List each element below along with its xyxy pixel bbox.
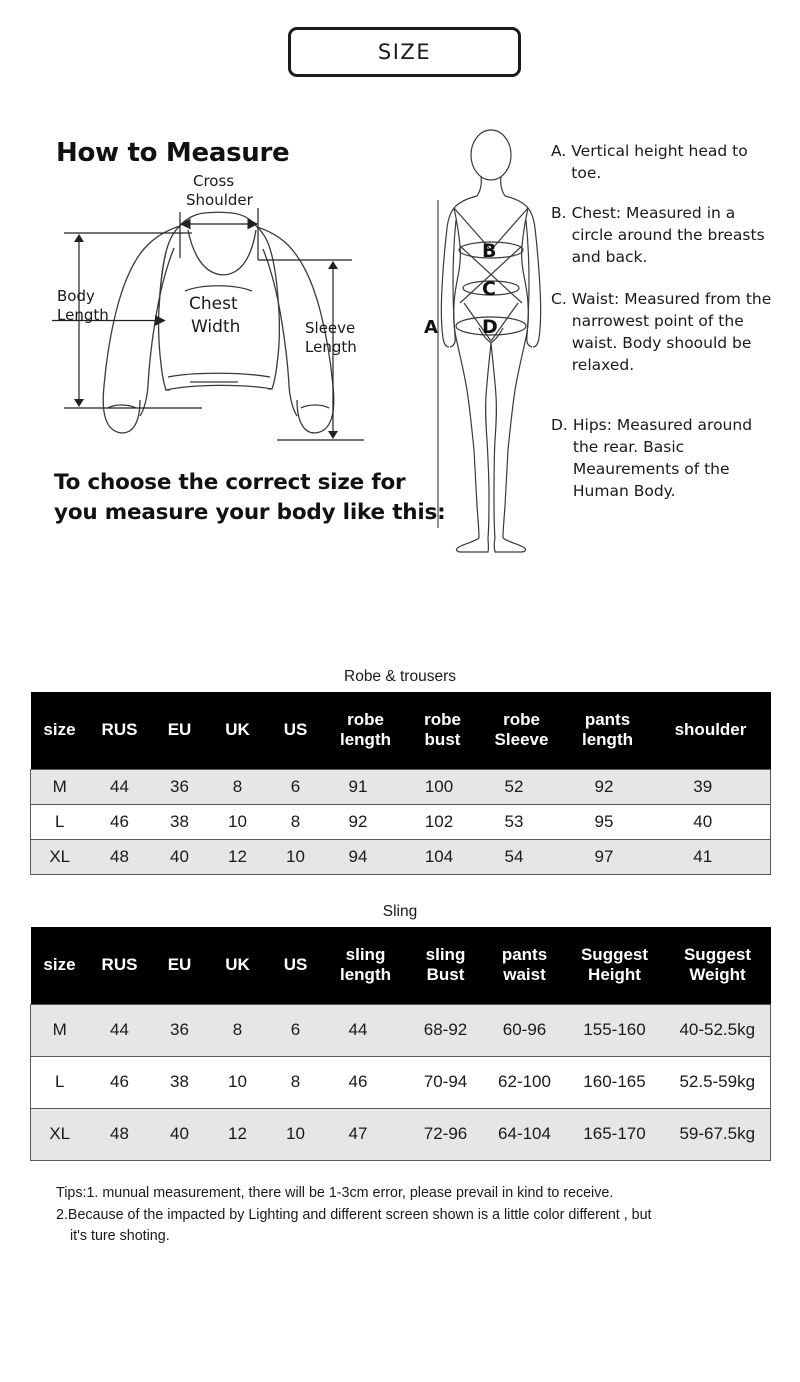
figure-marker-d: D	[482, 316, 498, 338]
robe-header-robe-sleeve-l1: robe	[503, 710, 540, 730]
robe-header-shoulder-l1: shoulder	[674, 720, 747, 740]
sling-header-eu	[151, 927, 209, 1004]
sling-cell-uk: 10	[209, 1056, 267, 1108]
sling-cell-uk: 12	[209, 1108, 267, 1160]
sling-header-suggest-height	[565, 927, 665, 1004]
robe-header-us-l1: US	[283, 720, 308, 740]
robe-size-table	[30, 692, 771, 875]
choose-size-instruction	[54, 468, 474, 527]
label-body-length-line1: Body	[57, 287, 95, 305]
sling-header-size	[31, 927, 89, 1004]
label-sleeve-length-line2: Length	[305, 338, 357, 356]
size-title-box	[288, 27, 521, 77]
robe-cell-shoulder: 39	[651, 769, 771, 804]
tips-line-3: it's ture shoting.	[70, 1228, 170, 1245]
table-row	[31, 1056, 771, 1108]
sling-size-table	[30, 927, 771, 1161]
description-letter-a: A.	[551, 142, 567, 160]
body-figure-svg	[424, 128, 559, 553]
robe-cell-robe-length: 94	[325, 839, 407, 874]
table-row	[31, 804, 771, 839]
robe-table-block	[30, 668, 770, 875]
sling-header-suggest-height-l2: Height	[588, 965, 641, 985]
robe-cell-uk: 12	[209, 839, 267, 874]
sling-cell-suggest-weight: 52.5-59kg	[665, 1056, 771, 1108]
description-letter-c: C.	[551, 290, 567, 308]
description-item-d	[551, 414, 779, 502]
description-text-d: Hips: Measured around the rear. Basic Meaurements of the Human Body.	[572, 416, 753, 500]
sling-cell-sling-length: 46	[325, 1056, 407, 1108]
sling-cell-sling-bust: 70-94	[407, 1056, 485, 1108]
sling-header-sling-bust-l2: Bust	[426, 965, 465, 985]
sling-header-rus	[89, 927, 151, 1004]
robe-cell-eu: 38	[151, 804, 209, 839]
sling-cell-rus: 46	[89, 1056, 151, 1108]
robe-header-uk-l1: UK	[225, 720, 250, 740]
robe-header-robe-bust	[407, 692, 479, 769]
sling-header-sling-length-l2: length	[340, 965, 391, 985]
sling-header-sling-length	[325, 927, 407, 1004]
robe-cell-shoulder: 41	[651, 839, 771, 874]
robe-cell-rus: 46	[89, 804, 151, 839]
robe-cell-pants-length: 95	[565, 804, 651, 839]
robe-cell-robe-bust: 102	[407, 804, 479, 839]
sling-cell-sling-length: 47	[325, 1108, 407, 1160]
sling-cell-size: M	[31, 1004, 89, 1056]
sling-cell-suggest-height: 155-160	[565, 1004, 665, 1056]
sling-cell-suggest-height: 165-170	[565, 1108, 665, 1160]
description-item-a	[551, 140, 779, 184]
robe-header-pants-length	[565, 692, 651, 769]
robe-header-robe-length-l2: length	[340, 730, 391, 750]
tips-section	[56, 1183, 772, 1248]
sling-cell-suggest-weight: 40-52.5kg	[665, 1004, 771, 1056]
label-cross-shoulder-line2: Shoulder	[186, 191, 253, 209]
robe-cell-robe-sleeve: 52	[479, 769, 565, 804]
robe-cell-size: L	[31, 804, 89, 839]
sling-cell-eu: 38	[151, 1056, 209, 1108]
robe-cell-eu: 36	[151, 769, 209, 804]
sling-header-rus-l1: RUS	[101, 955, 138, 975]
sling-header-suggest-weight-l1: Suggest	[683, 945, 752, 965]
robe-cell-robe-length: 91	[325, 769, 407, 804]
how-to-measure-heading: How to Measure	[56, 138, 290, 168]
sling-cell-us: 8	[267, 1056, 325, 1108]
table-row	[31, 839, 771, 874]
robe-header-us	[267, 692, 325, 769]
robe-cell-pants-length: 92	[565, 769, 651, 804]
sling-cell-size: L	[31, 1056, 89, 1108]
robe-header-pants-length-l1: pants	[584, 710, 631, 730]
robe-cell-us: 10	[267, 839, 325, 874]
sling-cell-us: 6	[267, 1004, 325, 1056]
robe-header-size-l1: size	[43, 720, 76, 740]
sling-header-sling-length-l1: sling	[345, 945, 386, 965]
table-row	[31, 1004, 771, 1056]
figure-marker-b: B	[482, 240, 497, 262]
sling-cell-rus: 48	[89, 1108, 151, 1160]
table-row	[31, 769, 771, 804]
robe-header-robe-bust-l1: robe	[424, 710, 461, 730]
sling-cell-sling-length: 44	[325, 1004, 407, 1056]
description-text-b: Chest: Measured in a circle around the breasts and back.	[571, 204, 765, 266]
sling-header-sling-bust	[407, 927, 485, 1004]
choose-size-line2: you measure your body like this:	[54, 499, 446, 525]
robe-header-eu	[151, 692, 209, 769]
sling-cell-eu: 36	[151, 1004, 209, 1056]
sling-cell-pants-waist: 64-104	[485, 1108, 565, 1160]
robe-header-robe-length	[325, 692, 407, 769]
sling-cell-rus: 44	[89, 1004, 151, 1056]
description-item-b	[551, 202, 779, 268]
description-text-a: Vertical height head to toe.	[571, 142, 748, 182]
description-letter-b: B.	[551, 204, 567, 222]
sling-header-pants-waist-l1: pants	[501, 945, 548, 965]
robe-cell-size: M	[31, 769, 89, 804]
robe-table-header-row	[31, 692, 771, 769]
sling-cell-sling-bust: 72-96	[407, 1108, 485, 1160]
sling-header-pants-waist-l2: waist	[503, 965, 546, 985]
figure-marker-a: A	[424, 317, 438, 338]
robe-cell-robe-sleeve: 53	[479, 804, 565, 839]
robe-header-rus	[89, 692, 151, 769]
robe-cell-eu: 40	[151, 839, 209, 874]
sling-header-uk-l1: UK	[225, 955, 250, 975]
body-measure-figure	[424, 128, 559, 553]
sling-header-suggest-weight-l2: Weight	[689, 965, 746, 985]
sling-table-block	[30, 903, 770, 1161]
robe-table-title: Robe & trousers	[344, 668, 456, 685]
sling-header-eu-l1: EU	[167, 955, 192, 975]
table-row	[31, 1108, 771, 1160]
sling-header-pants-waist	[485, 927, 565, 1004]
label-cross-shoulder-line1: Cross	[193, 172, 235, 190]
robe-header-size	[31, 692, 89, 769]
description-letter-d: D.	[551, 416, 568, 434]
size-title-label: SIZE	[377, 40, 432, 64]
garment-measure-diagram	[52, 168, 412, 468]
robe-cell-shoulder: 40	[651, 804, 771, 839]
robe-header-eu-l1: EU	[167, 720, 192, 740]
sling-header-size-l1: size	[43, 955, 76, 975]
measurement-descriptions	[551, 140, 779, 502]
robe-cell-pants-length: 97	[565, 839, 651, 874]
tips-line-1: Tips:1. munual measurement, there will be 1-3cm error, please prevail in kind to receive.	[56, 1185, 614, 1201]
robe-cell-robe-sleeve: 54	[479, 839, 565, 874]
robe-cell-us: 8	[267, 804, 325, 839]
robe-header-pants-length-l2: length	[582, 730, 633, 750]
sling-header-uk	[209, 927, 267, 1004]
garment-diagram-svg	[52, 168, 412, 468]
sling-cell-uk: 8	[209, 1004, 267, 1056]
robe-header-robe-sleeve	[479, 692, 565, 769]
tips-line-2: 2.Because of the impacted by Lighting and different screen shown is a little color different , but	[56, 1206, 652, 1223]
robe-cell-rus: 44	[89, 769, 151, 804]
robe-cell-uk: 10	[209, 804, 267, 839]
robe-cell-size: XL	[31, 839, 89, 874]
robe-cell-us: 6	[267, 769, 325, 804]
robe-cell-robe-length: 92	[325, 804, 407, 839]
label-sleeve-length-line1: Sleeve	[305, 319, 356, 337]
description-item-c	[551, 288, 779, 376]
robe-cell-uk: 8	[209, 769, 267, 804]
sling-header-us	[267, 927, 325, 1004]
sling-cell-pants-waist: 62-100	[485, 1056, 565, 1108]
sling-header-suggest-height-l1: Suggest	[580, 945, 649, 965]
description-text-c: Waist: Measured from the narrowest point of the waist. Body shoould be relaxed.	[571, 290, 772, 374]
robe-header-rus-l1: RUS	[101, 720, 138, 740]
sling-cell-sling-bust: 68-92	[407, 1004, 485, 1056]
robe-header-robe-sleeve-l2: Sleeve	[494, 730, 549, 750]
sling-header-sling-bust-l1: sling	[425, 945, 466, 965]
robe-header-robe-length-l1: robe	[347, 710, 384, 730]
label-body-length-line2: Length	[57, 306, 109, 324]
sling-cell-eu: 40	[151, 1108, 209, 1160]
choose-size-line1: To choose the correct size for	[54, 470, 406, 495]
robe-header-robe-bust-l2: bust	[424, 730, 461, 750]
sling-header-suggest-weight	[665, 927, 771, 1004]
robe-cell-robe-bust: 100	[407, 769, 479, 804]
sling-cell-pants-waist: 60-96	[485, 1004, 565, 1056]
figure-marker-c: C	[482, 278, 496, 300]
sling-cell-size: XL	[31, 1108, 89, 1160]
sling-cell-suggest-weight: 59-67.5kg	[665, 1108, 771, 1160]
sling-cell-suggest-height: 160-165	[565, 1056, 665, 1108]
label-chest-width-line2: Width	[191, 317, 241, 337]
sling-header-us-l1: US	[283, 955, 308, 975]
robe-cell-rus: 48	[89, 839, 151, 874]
robe-cell-robe-bust: 104	[407, 839, 479, 874]
label-chest-width-line1: Chest	[189, 294, 238, 314]
sling-table-header-row	[31, 927, 771, 1004]
robe-header-uk	[209, 692, 267, 769]
sling-cell-us: 10	[267, 1108, 325, 1160]
sling-table-title: Sling	[382, 903, 418, 920]
robe-header-shoulder	[651, 692, 771, 769]
